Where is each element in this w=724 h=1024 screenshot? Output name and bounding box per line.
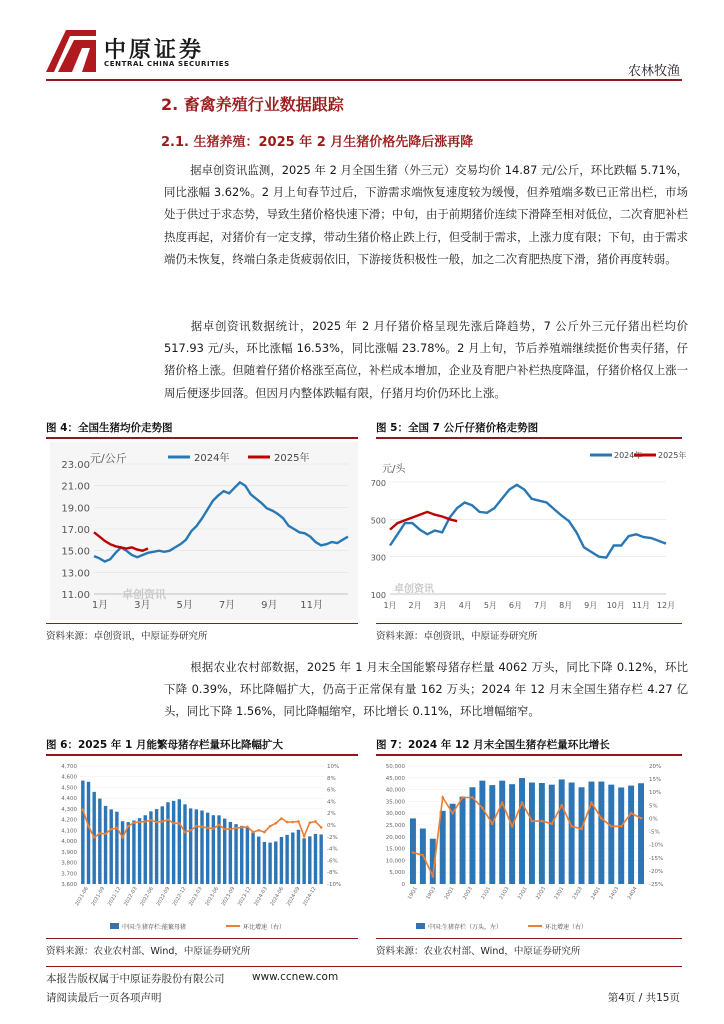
fig6-line-point [309,821,312,824]
fig6-bar [234,824,237,884]
fig7-line-point [600,817,603,820]
fig7-ytick-right: -20% [649,868,664,875]
fig5-xtick: 2月 [408,601,422,610]
fig6-line-point [252,831,255,834]
fig6-ytick-right: -8% [327,870,338,877]
fig7-ytick-right: -25% [649,882,664,888]
fig6-line-point [121,836,124,839]
fig6-bar [200,811,203,884]
fig6-line-point [116,827,119,830]
fig4-xtick: 5月 [176,600,193,611]
fig7-xtick: 21Q1 [480,886,493,901]
fig6-line-point [274,822,277,825]
fig5-chart [370,442,687,620]
fig6-bar [104,806,107,884]
fig5-ytick: 100 [370,591,386,600]
fig7-bar [440,811,446,884]
fig7-ytick-left: 45,000 [385,775,405,782]
fig6-xtick: 2022-03 [123,886,139,908]
fig7-line-point [560,804,563,807]
fig6-ytick-right: 2% [327,811,336,818]
fig6-legend-bar-swatch [110,923,119,929]
fig7-bar [618,787,624,884]
fig7-bar [509,784,515,884]
fig5-title-rule [376,437,682,439]
fig6-ytick-right: -2% [327,834,338,841]
fig6-bar [155,809,158,884]
fig6-line-point [155,821,158,824]
fig7-title: 图 7：2024 年 12 月末全国生猪存栏量环比增长 [376,739,610,751]
fig6-ytick-left: 4,000 [61,839,77,846]
fig7-ytick-right: 5% [649,803,658,810]
fig7-bar [579,787,585,884]
fig7-line-point [511,825,514,828]
fig6-line-point [269,825,272,828]
fig5-series-2024年 [390,485,666,558]
fig6-ytick-right: -4% [327,846,338,853]
fig6-source: 资料来源：农业农村部、Wind，中原证券研究所 [46,946,251,957]
fig7-bar [460,797,466,884]
fig5-ytick: 500 [370,516,386,526]
fig6-xtick: 2021-09 [90,886,107,908]
fig7-line-point [441,796,444,799]
fig7-bar [499,781,505,884]
fig6-line-point [144,820,147,823]
fig4-title-rule [46,437,358,439]
fig4-ytick: 19.00 [61,503,90,515]
fig4-legend-2024: 2024年 [194,453,230,464]
fig6-bar [98,799,101,884]
fig6-line-point [133,821,136,824]
fig7-line-point [630,812,633,815]
fig6-xtick: 2023-12 [236,886,253,908]
fig4-bottom-rule [46,623,358,624]
report-sector: 农林牧渔 [627,64,680,79]
fig6-bar [87,782,90,884]
section-title: 2. 畜禽养殖行业数据跟踪 [161,95,344,114]
fig5-xtick: 12月 [656,601,676,610]
fig7-bar [588,782,594,884]
fig6-chart [50,758,356,936]
fig7-line-point [431,875,434,878]
company-name-cn: 中原证券 [104,38,205,63]
fig6-ytick-right: 0% [327,823,336,829]
fig5-legend-2024: 2024年 [614,451,643,460]
fig7-xtick: 24Q3 [608,886,621,901]
fig7-xtick: 22Q1 [516,886,529,901]
paragraph-hog-price: 据卓创资讯监测，2025 年 2 月全国生猪（外三元）交易均价 14.87 元/公斤，环比跌幅 5.71%，同比涨幅 3.62%。2 月上旬春节过后，下游需求端恢复速度较为缓慢，但养殖端多数已正常出栏，市场处于供过于求态势，导致生猪价格快速下滑；中旬，由于前期猪价连续下滑降至相对低位，二次育肥补栏热度再起，对猪价有一定支撑，带动生猪价格止跌上行，但受制于需求，上涨力度有限；下旬，由于需求端仍未恢复，终端白条走货疲弱依旧，下游接货积极性一般，加之二次育肥热度下滑，猪价再度转弱。 [164,163,688,266]
fig5-xtick: 9月 [584,601,598,610]
fig6-line-point [189,829,192,832]
paragraph-inventory: 根据农业农村部数据，2025 年 1 月末全国能繁母猪存栏量 4062 万头，同比下降 0.12%，环比下降 0.39%，环比降幅扩大，仍高于正常保有量 162 万头；2024 年 12 月末全国生猪存栏 4.27 亿头，同比下降 1.56%，同比降幅缩窄，环比增长 0.11%，环比增幅缩窄。 [164,660,688,719]
fig7-ytick-right: 0% [649,816,658,823]
fig6-line-point [195,825,198,828]
fig7-bar [529,783,535,884]
fig6-bar [189,808,192,884]
fig7-ytick-left: 0 [401,882,405,888]
fig5-title: 图 5：全国 7 公斤仔猪价格走势图 [376,422,539,434]
fig7-ytick-right: -10% [649,842,664,849]
fig6-line-point [201,825,204,828]
fig7-line-point [610,825,613,828]
fig7-line-point [481,807,484,810]
fig6-line-point [178,822,181,825]
fig6-xtick: 2021-12 [106,886,123,908]
footer-copyright: 本报告版权属于中原证券股份有限公司 [46,973,225,985]
fig7-bar [519,778,525,884]
fig6-bar [206,813,209,884]
fig6-bar [110,809,113,884]
fig6-bar [297,830,300,884]
fig5-ylabel: 元/头 [382,464,406,475]
fig6-bar [257,837,260,884]
fig7-xtick: 23Q1 [553,886,566,901]
fig7-legend-bar: 中国:生猪存栏（万头，左） [428,924,503,931]
fig7-ytick-left: 25,000 [385,823,405,829]
fig6-bar [268,843,271,884]
fig7-bar [638,783,644,884]
fig6-line-point [93,836,96,839]
footer-website[interactable]: www.ccnew.com [252,971,339,983]
fig7-ytick-left: 20,000 [385,834,405,841]
fig7-bar [608,785,614,884]
fig6-line-point [87,825,90,828]
fig6-ytick-right: 6% [327,787,336,794]
fig7-line-point [541,820,544,823]
footer-divider [46,966,682,967]
fig4-xtick: 9月 [261,600,278,611]
fig7-line-point [550,822,553,825]
fig6-line-point [280,817,283,820]
fig5-xtick: 5月 [483,601,497,610]
fig6-bar [161,806,164,884]
fig7-xtick: 20Q1 [443,886,456,901]
fig5-xtick: 4月 [458,601,472,610]
fig6-ytick-left: 4,300 [61,806,77,813]
fig6-line-point [161,820,164,823]
fig6-legend-line: 环比增速（右） [243,924,286,931]
fig7-line-point [640,817,643,820]
fig6-line-point [314,820,317,823]
fig6-title: 图 6：2025 年 1 月能繁母猪存栏量环比降幅扩大 [46,739,283,751]
fig6-ytick-right: 8% [327,775,336,782]
fig7-line-point [570,825,573,828]
fig7-ytick-left: 5,000 [389,870,405,877]
fig6-bar [319,834,322,884]
company-name-en: CENTRAL CHINA SECURITIES [104,60,230,68]
fig7-line-point [491,822,494,825]
fig5-source: 资料来源：卓创资讯，中原证券研究所 [376,631,538,642]
fig4-ylabel: 元/公斤 [90,452,127,465]
fig6-xtick: 2021-06 [74,886,90,908]
fig4-xtick: 11月 [300,600,324,611]
footer-page-number: 第4页 / 共15页 [607,992,680,1004]
fig7-ytick-left: 35,000 [385,799,405,806]
fig6-bottom-rule [46,938,358,939]
fig6-bar [246,827,249,884]
fig7-ytick-right: -5% [649,829,660,836]
fig7-bar [559,779,565,884]
fig7-line-point [531,820,534,823]
fig6-bar [291,833,294,884]
fig6-bar [138,818,141,884]
company-logo-mark [46,30,96,72]
fig7-bar [489,785,495,884]
fig5-xtick: 7月 [533,601,548,610]
fig7-line-point [620,825,623,828]
fig5-xtick: 1月 [383,601,397,610]
fig6-bar [251,833,254,884]
fig7-bar [598,782,604,884]
fig6-ytick-left: 3,600 [61,882,77,888]
fig4-source: 资料来源：卓创资讯，中原证券研究所 [46,631,208,642]
fig6-ytick-left: 3,800 [61,860,77,867]
fig7-title-rule [376,754,682,756]
fig7-ytick-right: 15% [649,777,662,784]
fig6-ytick-left: 4,600 [61,774,77,781]
fig6-ytick-right: 4% [327,799,336,806]
fig6-bar [314,834,317,884]
fig6-bar [212,815,215,884]
fig7-ytick-left: 50,000 [385,764,405,770]
fig6-ytick-left: 4,200 [61,817,77,824]
fig7-line-point [590,801,593,804]
fig6-line-point [246,825,249,828]
fig7-line-point [461,796,464,799]
fig6-line-point [235,827,238,830]
fig7-xtick: 23Q3 [571,886,584,901]
fig7-xtick: 22Q3 [535,886,548,901]
fig6-line-point [127,825,130,828]
fig7-bar [539,783,545,884]
fig4-ytick: 11.00 [61,590,90,601]
fig7-line-point [451,812,454,815]
fig5-xtick: 11月 [631,601,651,610]
fig6-bar [229,822,232,884]
fig7-xtick: 19Q3 [425,886,438,901]
fig4-xtick: 3月 [134,600,151,611]
fig6-ytick-left: 4,500 [61,785,77,792]
fig6-line-point [184,831,187,834]
fig4-ytick: 15.00 [61,546,90,558]
fig6-bar [115,812,118,884]
fig7-line-point [521,801,524,804]
fig6-title-rule [46,754,358,756]
fig6-line-point [257,829,260,832]
fig7-line-point [580,828,583,831]
fig7-line-point [501,801,504,804]
fig4-ytick: 21.00 [61,481,90,493]
fig6-ytick-left: 4,100 [61,828,77,835]
fig4-title: 图 4：全国生猪均价走势图 [46,422,173,434]
fig6-xtick: 2023-03 [188,886,204,908]
fig4-xtick: 7月 [218,600,236,611]
fig7-bar [479,781,485,884]
fig6-ytick-right: 10% [327,764,340,770]
fig7-bar [549,785,555,884]
fig6-line-point [82,808,85,811]
fig6-line-point [218,824,221,827]
fig6-bar [121,821,124,884]
fig6-xtick: 2024-06 [269,886,286,908]
fig6-bar [285,835,288,884]
fig7-xtick: 19Q1 [406,886,419,901]
fig7-ytick-left: 10,000 [385,858,405,865]
header-divider [46,79,682,81]
fig6-xtick: 2023-06 [204,886,220,908]
fig6-line-point [206,827,209,830]
fig6-line-point [297,820,300,823]
fig6-bar [166,802,169,884]
fig6-line-point [303,835,306,838]
fig6-bar [274,842,277,884]
fig7-legend-line: 环比增速（右） [545,924,588,931]
fig5-ytick: 300 [370,553,386,563]
fig7-bar [469,787,475,884]
fig6-ytick-left: 4,400 [61,796,77,803]
fig6-bar [132,820,135,884]
fig6-bar [183,804,186,884]
fig5-watermark: 卓创资讯 [394,584,434,595]
fig6-line-point [320,826,323,829]
paragraph-piglet-price: 据卓创资讯数据统计，2025 年 2 月仔猪价格呈现先涨后降趋势，7 公斤外三元仔猪出栏均价 517.93 元/头，环比涨幅 16.53%，同比涨幅 23.78%。2 月上旬，节后养殖端继续挺价售卖仔猪，仔猪价格上涨。但随着仔猪价格涨至高位，补栏成本增加，企业及育肥户补栏热度降温，仔猪价格仅上涨一周后便逐步回落。但因月内整体跌幅有限，仔猪月均价仍环比上涨。 [164,319,688,400]
fig7-ytick-left: 30,000 [385,811,405,818]
fig7-bar [628,786,634,884]
fig4-watermark: 卓创资讯 [122,588,166,601]
fig6-line-point [150,819,153,822]
fig7-line-point [471,796,474,799]
fig7-ytick-left: 15,000 [385,846,405,853]
fig4-legend-2025: 2025年 [274,453,310,464]
fig6-line-point [172,822,175,825]
fig7-xtick: 20Q3 [461,886,474,901]
fig4-chart [50,442,358,620]
fig6-bar [263,842,266,884]
fig7-source: 资料来源：农业农村部、Wind，中原证券研究所 [376,946,581,957]
fig6-xtick: 2022-06 [139,886,155,908]
fig7-bar [569,783,575,884]
fig6-line-point [212,827,215,830]
fig7-line-point [412,851,415,854]
fig6-line-point [291,821,294,824]
fig6-line-point [229,828,232,831]
fig6-bar [127,822,130,884]
fig4-ytick: 23.00 [61,460,90,471]
fig6-bar [195,809,198,884]
fig6-line-point [167,818,170,821]
fig6-bar [240,826,243,884]
fig6-line-point [110,828,113,831]
fig6-legend-bar: 中国:生猪存栏:能繁母猪 [122,924,187,931]
fig6-xtick: 2024-03 [253,886,269,908]
fig7-bottom-rule [376,938,682,939]
fig6-ytick-right: -6% [327,858,338,865]
fig6-xtick: 2022-12 [171,886,188,908]
fig6-line-point [104,833,107,836]
fig7-ytick-right: 20% [649,764,662,770]
fig7-chart [376,758,682,936]
fig7-legend-bar-swatch [416,923,425,929]
fig6-ytick-left: 4,700 [61,764,77,770]
fig6-xtick: 2024-12 [301,886,318,908]
fig4-ytick: 13.00 [61,568,90,580]
fig5-bottom-rule [376,623,682,624]
fig5-xtick: 10月 [606,601,625,610]
fig6-bar [81,781,84,884]
fig6-xtick: 2024-09 [285,886,302,908]
fig5-legend-2025: 2025年 [658,451,687,460]
fig7-xtick: 21Q3 [498,886,511,901]
fig7-ytick-left: 40,000 [385,787,405,794]
fig6-xtick: 2023-09 [220,886,237,908]
fig7-line-point [422,854,425,857]
fig6-ytick-left: 3,700 [61,871,77,878]
fig7-ytick-right: -15% [649,855,664,862]
fig4-ytick: 17.00 [61,525,90,536]
fig5-xtick: 6月 [508,601,523,610]
fig7-xtick: 24Q1 [590,886,602,901]
fig7-bar [410,818,416,884]
fig5-xtick: 8月 [559,601,573,610]
fig6-ytick-left: 3,900 [61,849,77,856]
fig6-line-point [223,828,226,831]
fig6-line-point [286,821,289,824]
fig4-xtick: 1月 [91,600,109,611]
fig6-bar [178,799,181,884]
fig6-bar [149,811,152,884]
fig6-line-point [240,826,243,829]
fig7-ytick-right: 10% [649,790,662,797]
section-subtitle: 2.1. 生猪养殖：2025 年 2 月生猪价格先降后涨再降 [161,135,474,150]
fig7-xtick: 24Q4 [626,886,639,901]
fig6-ytick-right: -10% [327,882,342,888]
fig6-line-point [138,821,141,824]
footer-disclaimer: 请阅读最后一页各项声明 [46,992,162,1004]
fig6-bar [302,838,305,884]
fig6-bar [172,801,175,884]
fig6-bar [144,815,147,884]
fig6-bar [308,836,311,884]
fig6-xtick: 2022-09 [155,886,172,908]
fig7-bar [450,804,456,884]
fig6-line-point [99,832,102,835]
fig5-ytick: 700 [370,479,386,488]
fig6-bar [280,837,283,884]
fig6-line-point [263,831,266,834]
fig5-xtick: 3月 [433,601,447,610]
